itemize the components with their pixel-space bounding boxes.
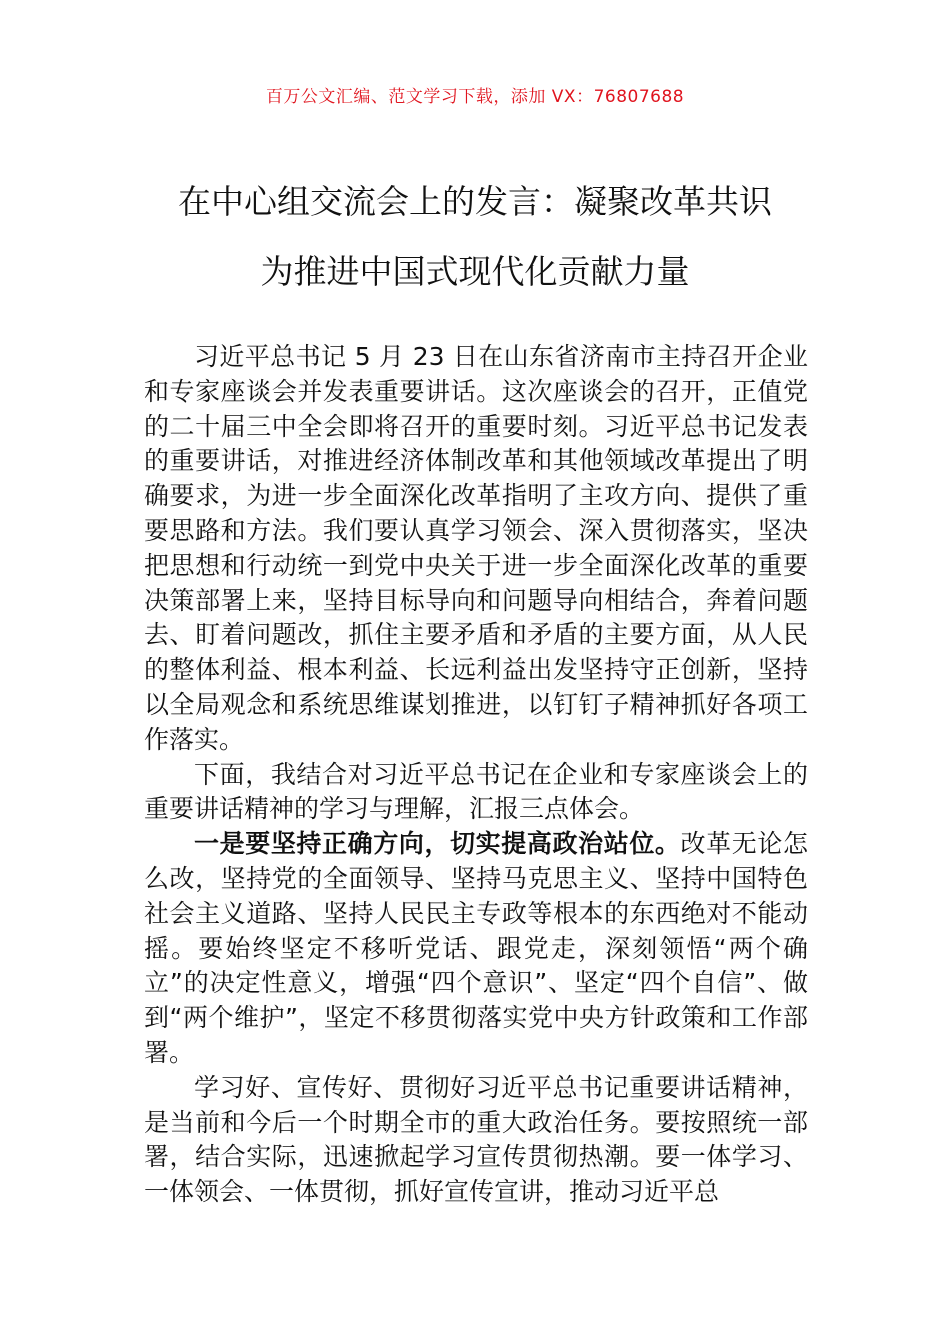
document-title-line-1: 在中心组交流会上的发言：凝聚改革共识 [178,182,772,221]
paragraph-4 [144,1071,808,1210]
paragraph-1 [144,340,808,758]
paragraph-2 [144,758,808,828]
paragraph-text: 下面，我结合对习近平总书记在企业和专家座谈会上的重要讲话精神的学习与理解，汇报三点体会。 [144,759,808,824]
paragraph-text: 改革无论怎么改，坚持党的全面领导、坚持马克思主义、坚持中国特色社会主义道路、坚持人民民主专政等根本的东西绝对不能动摇。要始终坚定不移听党话、跟党走，深刻领悟“两个确立”的决定性意义，增强“四个意识”、坚定“四个自信”、做到“两个维护”，坚定不移贯彻落实党中央方针政策和工作部署。 [144,829,808,1067]
paragraph-text: 习近平总书记 5 月 23 日在山东省济南市主持召开企业和专家座谈会并发表重要讲话。这次座谈会的召开，正值党的二十届三中全会即将召开的重要时刻。习近平总书记发表的重要讲话，对推进经济体制改革和其他领域改革提出了明确要求，为进一步全面深化改革指明了主攻方向、提供了重要思路和方法。我们要认真学习领会、深入贯彻落实，坚决把思想和行动统一到党中央关于进一步全面深化改革的重要决策部署上来，坚持目标导向和问题导向相结合，奔着问题去、盯着问题改，抓住主要矛盾和矛盾的主要方面，从人民的整体利益、根本利益、长远利益出发坚持守正创新，坚持以全局观念和系统思维谋划推进，以钉钉子精神抓好各项工作落实。 [144,342,808,754]
document-title-line-2: 为推进中国式现代化贡献力量 [260,252,690,291]
paragraph-lead: 一是要坚持正确方向，切实提高政治站位。 [194,829,681,859]
header-note: 百万公文汇编、范文学习下载，添加 VX：76807688 [265,87,685,107]
document-body [144,340,808,1210]
paragraph-3 [144,827,808,1071]
paragraph-text: 学习好、宣传好、贯彻好习近平总书记重要讲话精神，是当前和今后一个时期全市的重大政治任务。要按照统一部署，结合实际，迅速掀起学习宣传贯彻热潮。要一体学习、一体领会、一体贯彻，抓好宣传宣讲，推动习近平总 [144,1072,808,1207]
